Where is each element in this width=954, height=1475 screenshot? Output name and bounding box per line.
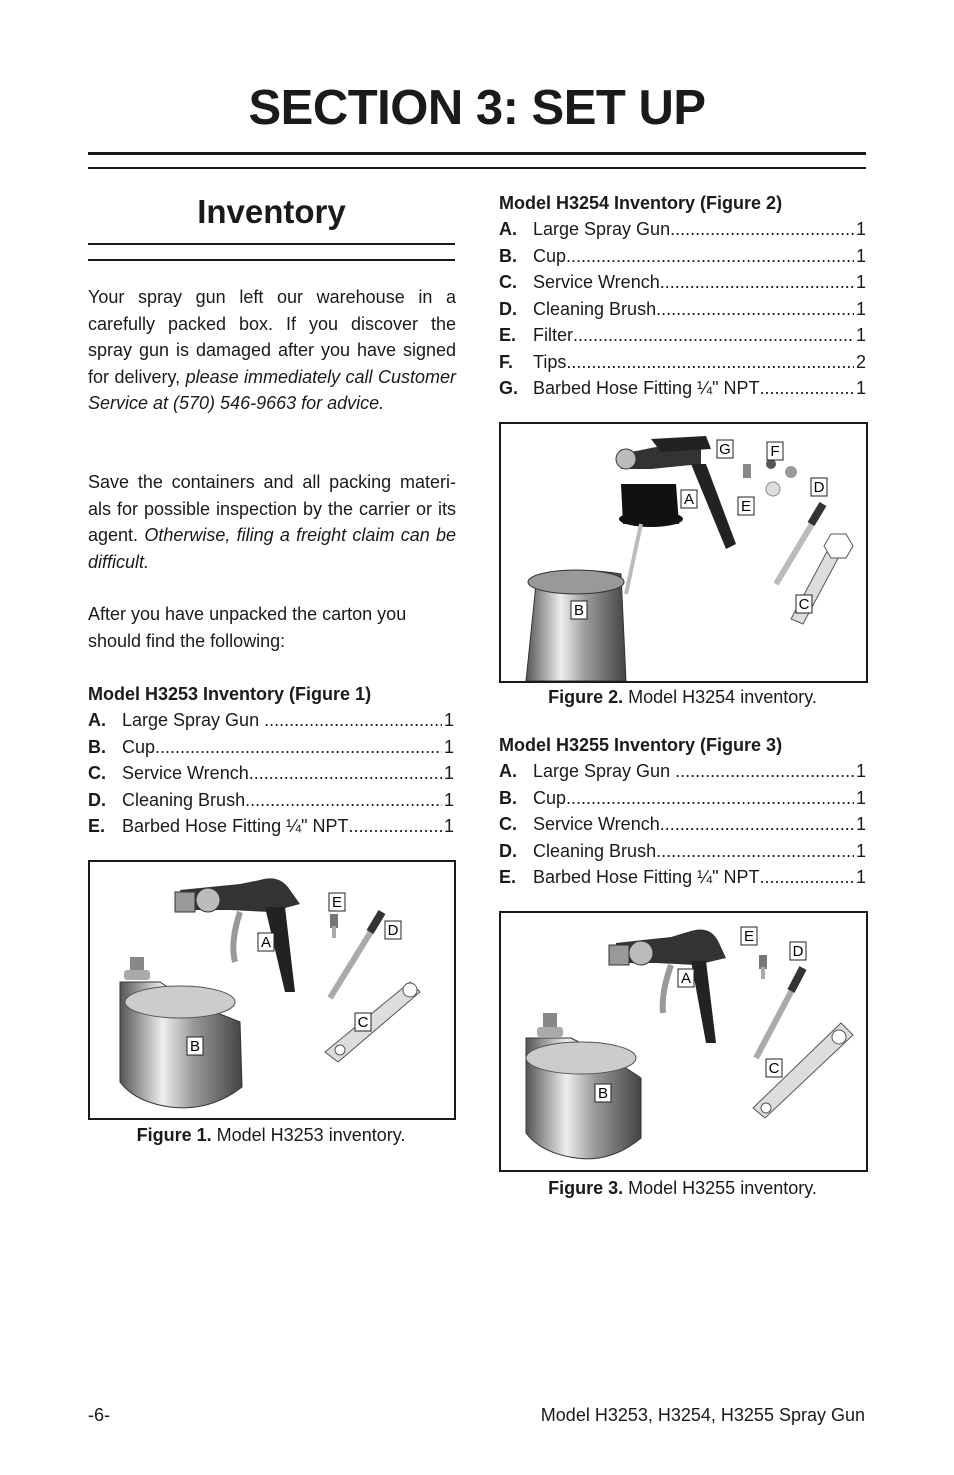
dot-leader [155,734,442,761]
item-quantity: 1 [855,814,866,834]
dot-leader [656,296,854,323]
spray-gun-drawing [609,930,726,1044]
callout-b-label: B [573,602,585,619]
item-name: Large Spray Gun . [533,761,681,781]
item-letter: D. [88,789,106,810]
inventory-h3254 [499,190,866,402]
item-quantity: 1 [855,867,866,887]
item-letter: B. [499,787,517,808]
spray-gun-drawing [175,878,300,992]
page-number: -6- [88,1405,110,1425]
section-title: SECTION 3: SET UP [248,81,706,135]
callout-d-label: D [792,943,804,960]
item-name: Cleaning Brush [122,789,246,810]
dot-leader [245,787,442,814]
figure-3-illustration [501,913,866,1170]
item-name: Cleaning Brush [533,298,657,319]
item-letter: C. [88,763,106,783]
figure-3-label: Figure 3. [548,1178,624,1198]
callout-c-label: C [768,1060,780,1077]
item-letter: E. [499,867,517,887]
figure-3-image [499,911,868,1172]
item-name: Cleaning Brush [533,840,657,861]
item-quantity: 1 [855,787,866,808]
inventory-item [499,838,866,865]
dot-leader [660,269,854,296]
item-name: Barbed Hose Fitting ¼" NPT [122,816,349,836]
inventory-item [88,734,454,761]
item-quantity: 1 [443,816,454,836]
figure-2-illustration [501,424,866,681]
item-name: Barbed Hose Fitting ¼" NPT [533,378,760,398]
callout-b-label: B [189,1038,201,1055]
intro-p1-text: Your spray gun left our warehouse in a carefully packed box. If you discover the spray gun is damaged after you have signed for delivery, [88,287,456,387]
inventory-item [499,243,866,270]
figure-1-caption [88,1125,454,1146]
intro-paragraph-1 [88,284,456,417]
item-letter: B. [499,245,517,266]
figure-3-caption [499,1178,866,1199]
item-quantity: 1 [443,789,454,810]
item-name: Service Wrench [533,814,660,834]
footer-model: Model H3253, H3254, H3255 Spray Gun [540,1405,865,1425]
inventory-item [499,269,866,296]
dot-leader [349,813,442,840]
intro-p2-italic: Otherwise, filing a freight claim can be difficult. [88,525,457,572]
item-quantity: 1 [855,219,866,239]
callout-d-label: D [813,479,825,496]
figure-1-image [88,860,456,1120]
figure-2-caption [499,687,866,708]
item-quantity: 1 [855,761,866,781]
figure-1-caption-text: Model H3253 inventory. [216,1125,406,1145]
title-rule-thin [88,167,866,169]
dot-leader [656,838,854,865]
callout-e-label: E [740,498,752,515]
inventory-item [499,758,866,785]
intro-paragraph-2 [88,469,456,575]
dot-leader [760,864,854,891]
item-letter: E. [499,325,517,345]
item-name: Service Wrench [533,272,660,292]
callout-a-label: A [683,491,695,508]
callout-f-label: F [770,443,780,460]
item-quantity: 1 [855,298,866,319]
dot-leader [680,758,854,785]
item-quantity: 1 [443,710,454,730]
intro-paragraph-3: After you have unpacked the carton you should find the following: [88,604,407,651]
dot-leader [566,349,854,376]
inventory-item [499,349,866,376]
dot-leader [566,243,854,270]
item-letter: D. [499,298,517,319]
cup-drawing [526,570,626,681]
item-letter: A. [499,761,517,781]
item-name: Cup [533,787,567,808]
dot-leader [269,707,442,734]
callout-b-label: B [597,1085,609,1102]
inventory-item [499,216,866,243]
title-rule-thick [88,152,866,155]
fitting-drawing [330,914,338,938]
inventory-item [499,375,866,402]
inventory-list [499,758,866,891]
inventory-title: Model H3255 Inventory (Figure 3) [499,735,783,755]
inventory-h3255 [499,732,866,891]
callout-a-label: A [680,970,692,987]
item-quantity: 2 [855,351,866,372]
inventory-item [499,811,866,838]
item-name: Barbed Hose Fitting ¼" NPT [533,867,760,887]
figure-1-label: Figure 1. [136,1125,212,1145]
item-letter: D. [499,840,517,861]
inventory-item [88,787,454,814]
cup-drawing [120,957,242,1108]
item-name: Tips [533,351,567,372]
callout-e-label: E [743,928,755,945]
item-quantity: 1 [443,763,454,783]
inventory-item [499,296,866,323]
figure-3-caption-text: Model H3255 inventory. [628,1178,817,1198]
item-letter: G. [499,378,519,398]
item-letter: F. [499,351,514,372]
item-name: Cup [533,245,567,266]
inventory-item [499,322,866,349]
inventory-item [499,864,866,891]
inventory-item [88,760,454,787]
dot-leader [566,785,854,812]
cup-drawing [526,1013,641,1159]
item-name: Service Wrench [122,763,249,783]
item-quantity: 1 [855,840,866,861]
fitting-drawing [759,955,767,979]
dot-leader [660,811,854,838]
inventory-title: Model H3253 Inventory (Figure 1) [88,684,372,704]
inventory-item [88,707,454,734]
callout-d-label: D [387,922,399,939]
item-letter: C. [499,272,517,292]
item-letter: A. [88,710,106,730]
heading-rule-thick [88,243,455,245]
figure-2-label: Figure 2. [548,687,624,707]
figure-2-image [499,422,868,683]
dot-leader [760,375,854,402]
inventory-list [88,707,454,840]
inventory-h3253 [88,681,454,840]
callout-c-label: C [798,596,810,613]
inventory-list [499,216,866,402]
item-name: Large Spray Gun [533,219,671,239]
heading-rule-thin [88,259,455,261]
dot-leader [573,322,854,349]
item-name: Filter [533,325,573,345]
inventory-title: Model H3254 Inventory (Figure 2) [499,193,783,213]
inventory-heading: Inventory [197,193,346,230]
dot-leader [670,216,854,243]
item-name: Cup [122,736,156,757]
spray-gun-drawing [616,436,736,594]
item-letter: B. [88,736,106,757]
callout-a-label: A [260,934,272,951]
item-letter: C. [499,814,517,834]
item-quantity: 1 [855,272,866,292]
parts-drawing [743,459,797,496]
callout-c-label: C [357,1014,369,1031]
figure-1-illustration [90,862,454,1118]
dot-leader [249,760,442,787]
item-quantity: 1 [443,736,454,757]
item-quantity: 1 [855,245,866,266]
inventory-item [499,785,866,812]
figure-2-caption-text: Model H3254 inventory. [628,687,817,707]
intro-p1-italic: please immediately call Customer Service at (570) 546-9663 for advice. [88,366,456,413]
item-quantity: 1 [855,325,866,345]
callout-g-label: G [719,441,731,458]
callout-e-label: E [331,894,343,911]
intro-p2-text: Save the containers and all packing materi-als for possible inspection by the carrier or its agent. [88,472,456,545]
item-quantity: 1 [855,378,866,398]
inventory-item [88,813,454,840]
item-name: Large Spray Gun . [122,710,270,730]
item-letter: A. [499,219,517,239]
item-letter: E. [88,816,106,836]
